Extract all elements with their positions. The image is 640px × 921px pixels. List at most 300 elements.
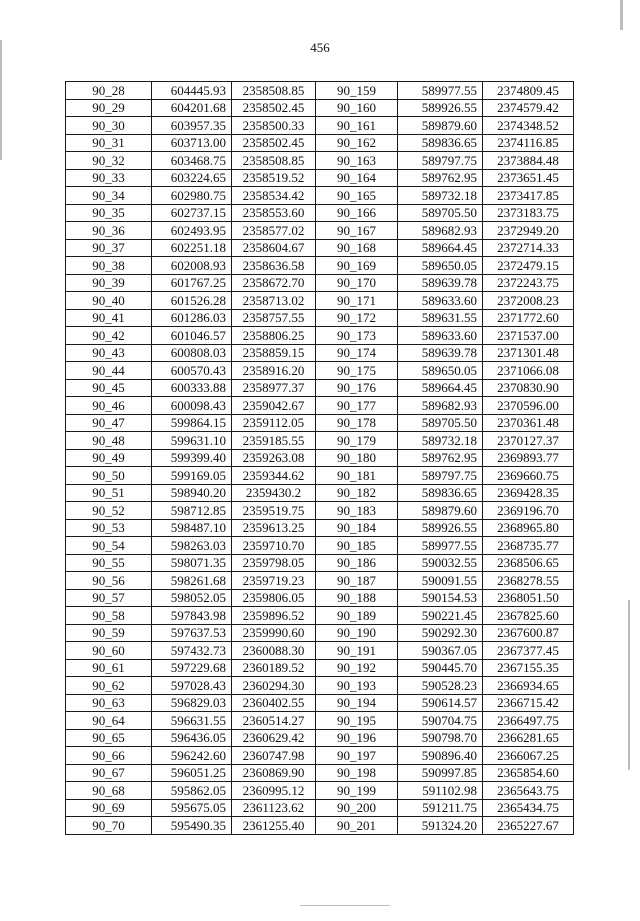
- point-id-left-cell: 90_69: [66, 799, 152, 817]
- point-id-right-cell: 90_170: [316, 274, 398, 292]
- point-id-right-cell: 90_190: [316, 624, 398, 642]
- y-left-cell: 2361255.40: [232, 817, 316, 835]
- point-id-right-cell: 90_174: [316, 344, 398, 362]
- point-id-right-cell: 90_173: [316, 327, 398, 345]
- y-right-cell: 2371066.08: [483, 362, 574, 380]
- point-id-left-cell: 90_44: [66, 362, 152, 380]
- table-row: [66, 99, 574, 117]
- y-left-cell: 2359719.23: [232, 572, 316, 590]
- y-right-cell: 2366715.42: [483, 694, 574, 712]
- table-row: [66, 134, 574, 152]
- point-id-right-cell: 90_161: [316, 117, 398, 135]
- y-right-cell: 2368278.55: [483, 572, 574, 590]
- x-right-cell: 589797.75: [398, 152, 483, 170]
- y-right-cell: 2367155.35: [483, 659, 574, 677]
- y-left-cell: 2359519.75: [232, 502, 316, 520]
- y-left-cell: 2360294.30: [232, 677, 316, 695]
- point-id-right-cell: 90_199: [316, 782, 398, 800]
- x-left-cell: 598052.05: [152, 589, 232, 607]
- point-id-left-cell: 90_66: [66, 747, 152, 765]
- x-right-cell: 591102.98: [398, 782, 483, 800]
- x-right-cell: 590896.40: [398, 747, 483, 765]
- x-left-cell: 598071.35: [152, 554, 232, 572]
- x-right-cell: 589682.93: [398, 222, 483, 240]
- point-id-right-cell: 90_166: [316, 204, 398, 222]
- y-left-cell: 2359112.05: [232, 414, 316, 432]
- y-left-cell: 2359263.08: [232, 449, 316, 467]
- x-left-cell: 604445.93: [152, 82, 232, 100]
- x-left-cell: 595490.35: [152, 817, 232, 835]
- table-row: [66, 589, 574, 607]
- table-row: [66, 414, 574, 432]
- y-left-cell: 2359430.2: [232, 484, 316, 502]
- x-right-cell: 590221.45: [398, 607, 483, 625]
- x-right-cell: 591211.75: [398, 799, 483, 817]
- y-right-cell: 2368965.80: [483, 519, 574, 537]
- x-left-cell: 598263.03: [152, 537, 232, 555]
- y-right-cell: 2370830.90: [483, 379, 574, 397]
- x-left-cell: 600098.43: [152, 397, 232, 415]
- y-left-cell: 2359710.70: [232, 537, 316, 555]
- y-right-cell: 2369893.77: [483, 449, 574, 467]
- point-id-right-cell: 90_177: [316, 397, 398, 415]
- point-id-left-cell: 90_65: [66, 729, 152, 747]
- point-id-right-cell: 90_160: [316, 99, 398, 117]
- table-row: [66, 537, 574, 555]
- table-row: [66, 607, 574, 625]
- y-right-cell: 2370596.00: [483, 397, 574, 415]
- x-right-cell: 590528.23: [398, 677, 483, 695]
- table-row: [66, 502, 574, 520]
- point-id-right-cell: 90_167: [316, 222, 398, 240]
- x-right-cell: 590445.70: [398, 659, 483, 677]
- table-row: [66, 379, 574, 397]
- point-id-left-cell: 90_47: [66, 414, 152, 432]
- table-row: [66, 274, 574, 292]
- x-left-cell: 597229.68: [152, 659, 232, 677]
- x-left-cell: 596051.25: [152, 764, 232, 782]
- point-id-left-cell: 90_33: [66, 169, 152, 187]
- y-right-cell: 2371772.60: [483, 309, 574, 327]
- table-row: [66, 327, 574, 345]
- table-row: [66, 572, 574, 590]
- y-right-cell: 2374809.45: [483, 82, 574, 100]
- y-right-cell: 2371537.00: [483, 327, 574, 345]
- y-left-cell: 2358577.02: [232, 222, 316, 240]
- point-id-right-cell: 90_183: [316, 502, 398, 520]
- y-left-cell: 2360629.42: [232, 729, 316, 747]
- table-row: [66, 239, 574, 257]
- point-id-right-cell: 90_192: [316, 659, 398, 677]
- table-row: [66, 362, 574, 380]
- y-left-cell: 2359185.55: [232, 432, 316, 450]
- x-left-cell: 596242.60: [152, 747, 232, 765]
- point-id-left-cell: 90_63: [66, 694, 152, 712]
- y-right-cell: 2367600.87: [483, 624, 574, 642]
- x-right-cell: 589797.75: [398, 467, 483, 485]
- x-left-cell: 598261.68: [152, 572, 232, 590]
- point-id-right-cell: 90_194: [316, 694, 398, 712]
- point-id-right-cell: 90_189: [316, 607, 398, 625]
- point-id-right-cell: 90_168: [316, 239, 398, 257]
- y-right-cell: 2368506.65: [483, 554, 574, 572]
- point-id-left-cell: 90_41: [66, 309, 152, 327]
- x-right-cell: 589664.45: [398, 239, 483, 257]
- x-left-cell: 601526.28: [152, 292, 232, 310]
- table-row: [66, 694, 574, 712]
- table-row: [66, 484, 574, 502]
- scan-mark: [300, 905, 390, 906]
- y-left-cell: 2358508.85: [232, 82, 316, 100]
- point-id-left-cell: 90_54: [66, 537, 152, 555]
- y-left-cell: 2358519.52: [232, 169, 316, 187]
- table-row: [66, 642, 574, 660]
- y-left-cell: 2358534.42: [232, 187, 316, 205]
- x-right-cell: 589631.55: [398, 309, 483, 327]
- point-id-right-cell: 90_162: [316, 134, 398, 152]
- x-left-cell: 598940.20: [152, 484, 232, 502]
- point-id-left-cell: 90_45: [66, 379, 152, 397]
- y-left-cell: 2361123.62: [232, 799, 316, 817]
- table-row: [66, 169, 574, 187]
- table-row: [66, 432, 574, 450]
- y-right-cell: 2369428.35: [483, 484, 574, 502]
- table-row: [66, 799, 574, 817]
- point-id-left-cell: 90_42: [66, 327, 152, 345]
- y-left-cell: 2359613.25: [232, 519, 316, 537]
- y-left-cell: 2358977.37: [232, 379, 316, 397]
- y-left-cell: 2359798.05: [232, 554, 316, 572]
- x-left-cell: 602251.18: [152, 239, 232, 257]
- point-id-left-cell: 90_49: [66, 449, 152, 467]
- table-row: [66, 747, 574, 765]
- point-id-left-cell: 90_31: [66, 134, 152, 152]
- x-right-cell: 589836.65: [398, 484, 483, 502]
- table-row: [66, 712, 574, 730]
- point-id-left-cell: 90_40: [66, 292, 152, 310]
- y-right-cell: 2365434.75: [483, 799, 574, 817]
- x-left-cell: 603957.35: [152, 117, 232, 135]
- x-right-cell: 589762.95: [398, 169, 483, 187]
- point-id-left-cell: 90_52: [66, 502, 152, 520]
- x-right-cell: 589650.05: [398, 257, 483, 275]
- x-left-cell: 596829.03: [152, 694, 232, 712]
- y-left-cell: 2359042.67: [232, 397, 316, 415]
- point-id-left-cell: 90_55: [66, 554, 152, 572]
- point-id-right-cell: 90_184: [316, 519, 398, 537]
- x-right-cell: 589639.78: [398, 274, 483, 292]
- y-left-cell: 2360514.27: [232, 712, 316, 730]
- point-id-right-cell: 90_201: [316, 817, 398, 835]
- point-id-right-cell: 90_196: [316, 729, 398, 747]
- point-id-left-cell: 90_34: [66, 187, 152, 205]
- point-id-left-cell: 90_30: [66, 117, 152, 135]
- point-id-left-cell: 90_39: [66, 274, 152, 292]
- point-id-left-cell: 90_59: [66, 624, 152, 642]
- table-row: [66, 204, 574, 222]
- table-row: [66, 309, 574, 327]
- x-left-cell: 599631.10: [152, 432, 232, 450]
- y-left-cell: 2358500.33: [232, 117, 316, 135]
- y-left-cell: 2358757.55: [232, 309, 316, 327]
- table-row: [66, 677, 574, 695]
- x-right-cell: 589633.60: [398, 292, 483, 310]
- y-right-cell: 2369660.75: [483, 467, 574, 485]
- table-row: [66, 519, 574, 537]
- point-id-left-cell: 90_29: [66, 99, 152, 117]
- x-right-cell: 589879.60: [398, 502, 483, 520]
- y-left-cell: 2358553.60: [232, 204, 316, 222]
- point-id-right-cell: 90_188: [316, 589, 398, 607]
- point-id-left-cell: 90_48: [66, 432, 152, 450]
- point-id-right-cell: 90_175: [316, 362, 398, 380]
- x-left-cell: 601767.25: [152, 274, 232, 292]
- point-id-right-cell: 90_179: [316, 432, 398, 450]
- table-row: [66, 82, 574, 100]
- table-row: [66, 257, 574, 275]
- y-right-cell: 2372008.23: [483, 292, 574, 310]
- x-left-cell: 596436.05: [152, 729, 232, 747]
- y-left-cell: 2360088.30: [232, 642, 316, 660]
- y-left-cell: 2358604.67: [232, 239, 316, 257]
- x-left-cell: 596631.55: [152, 712, 232, 730]
- point-id-left-cell: 90_37: [66, 239, 152, 257]
- y-left-cell: 2358508.85: [232, 152, 316, 170]
- point-id-right-cell: 90_181: [316, 467, 398, 485]
- x-left-cell: 600808.03: [152, 344, 232, 362]
- y-right-cell: 2366067.25: [483, 747, 574, 765]
- table-row: [66, 397, 574, 415]
- x-right-cell: 589762.95: [398, 449, 483, 467]
- y-right-cell: 2366281.65: [483, 729, 574, 747]
- point-id-right-cell: 90_172: [316, 309, 398, 327]
- x-left-cell: 603713.00: [152, 134, 232, 152]
- x-left-cell: 599864.15: [152, 414, 232, 432]
- y-right-cell: 2365854.60: [483, 764, 574, 782]
- y-right-cell: 2366497.75: [483, 712, 574, 730]
- point-id-right-cell: 90_159: [316, 82, 398, 100]
- x-left-cell: 601046.57: [152, 327, 232, 345]
- page-number: 456: [310, 40, 330, 55]
- y-left-cell: 2360747.98: [232, 747, 316, 765]
- point-id-left-cell: 90_38: [66, 257, 152, 275]
- point-id-left-cell: 90_51: [66, 484, 152, 502]
- x-right-cell: 589977.55: [398, 537, 483, 555]
- point-id-left-cell: 90_68: [66, 782, 152, 800]
- x-left-cell: 600570.43: [152, 362, 232, 380]
- y-left-cell: 2358713.02: [232, 292, 316, 310]
- point-id-left-cell: 90_32: [66, 152, 152, 170]
- y-right-cell: 2373884.48: [483, 152, 574, 170]
- x-left-cell: 595862.05: [152, 782, 232, 800]
- x-right-cell: 589664.45: [398, 379, 483, 397]
- y-right-cell: 2373417.85: [483, 187, 574, 205]
- y-left-cell: 2360402.55: [232, 694, 316, 712]
- y-right-cell: 2367825.60: [483, 607, 574, 625]
- table-row: [66, 817, 574, 835]
- y-right-cell: 2369196.70: [483, 502, 574, 520]
- point-id-right-cell: 90_198: [316, 764, 398, 782]
- point-id-left-cell: 90_28: [66, 82, 152, 100]
- y-right-cell: 2370127.37: [483, 432, 574, 450]
- y-right-cell: 2371301.48: [483, 344, 574, 362]
- x-right-cell: 589732.18: [398, 432, 483, 450]
- y-right-cell: 2367377.45: [483, 642, 574, 660]
- point-id-left-cell: 90_70: [66, 817, 152, 835]
- y-left-cell: 2358916.20: [232, 362, 316, 380]
- y-right-cell: 2372243.75: [483, 274, 574, 292]
- x-left-cell: 602980.75: [152, 187, 232, 205]
- x-left-cell: 598487.10: [152, 519, 232, 537]
- x-right-cell: 589732.18: [398, 187, 483, 205]
- y-left-cell: 2358502.45: [232, 99, 316, 117]
- y-right-cell: 2373651.45: [483, 169, 574, 187]
- x-left-cell: 602493.95: [152, 222, 232, 240]
- x-right-cell: 590997.85: [398, 764, 483, 782]
- table-row: [66, 152, 574, 170]
- point-id-right-cell: 90_178: [316, 414, 398, 432]
- point-id-right-cell: 90_182: [316, 484, 398, 502]
- table-row: [66, 344, 574, 362]
- y-right-cell: 2368051.50: [483, 589, 574, 607]
- scan-mark: [0, 40, 2, 160]
- point-id-left-cell: 90_57: [66, 589, 152, 607]
- table-row: [66, 117, 574, 135]
- x-right-cell: 591324.20: [398, 817, 483, 835]
- x-right-cell: 590367.05: [398, 642, 483, 660]
- scan-mark: [620, 0, 623, 30]
- point-id-right-cell: 90_200: [316, 799, 398, 817]
- point-id-left-cell: 90_62: [66, 677, 152, 695]
- point-id-left-cell: 90_56: [66, 572, 152, 590]
- y-right-cell: 2368735.77: [483, 537, 574, 555]
- scan-mark: [628, 600, 630, 770]
- x-right-cell: 590292.30: [398, 624, 483, 642]
- x-right-cell: 589650.05: [398, 362, 483, 380]
- x-left-cell: 598712.85: [152, 502, 232, 520]
- x-left-cell: 603224.65: [152, 169, 232, 187]
- x-left-cell: 602008.93: [152, 257, 232, 275]
- y-right-cell: 2366934.65: [483, 677, 574, 695]
- x-left-cell: 602737.15: [152, 204, 232, 222]
- y-left-cell: 2358502.45: [232, 134, 316, 152]
- y-right-cell: 2370361.48: [483, 414, 574, 432]
- y-left-cell: 2358672.70: [232, 274, 316, 292]
- y-left-cell: 2359806.05: [232, 589, 316, 607]
- table-row: [66, 292, 574, 310]
- y-right-cell: 2365227.67: [483, 817, 574, 835]
- x-right-cell: 590798.70: [398, 729, 483, 747]
- point-id-right-cell: 90_187: [316, 572, 398, 590]
- x-left-cell: 597637.53: [152, 624, 232, 642]
- y-left-cell: 2358806.25: [232, 327, 316, 345]
- point-id-right-cell: 90_197: [316, 747, 398, 765]
- y-right-cell: 2373183.75: [483, 204, 574, 222]
- x-right-cell: 590154.53: [398, 589, 483, 607]
- y-right-cell: 2372949.20: [483, 222, 574, 240]
- x-left-cell: 597028.43: [152, 677, 232, 695]
- table-row: [66, 222, 574, 240]
- y-right-cell: 2372714.33: [483, 239, 574, 257]
- x-left-cell: 603468.75: [152, 152, 232, 170]
- table-row: [66, 659, 574, 677]
- x-left-cell: 600333.88: [152, 379, 232, 397]
- y-left-cell: 2359990.60: [232, 624, 316, 642]
- x-right-cell: 590614.57: [398, 694, 483, 712]
- table-row: [66, 187, 574, 205]
- point-id-left-cell: 90_35: [66, 204, 152, 222]
- x-left-cell: 599399.40: [152, 449, 232, 467]
- point-id-right-cell: 90_185: [316, 537, 398, 555]
- point-id-right-cell: 90_186: [316, 554, 398, 572]
- point-id-right-cell: 90_169: [316, 257, 398, 275]
- y-right-cell: 2372479.15: [483, 257, 574, 275]
- x-right-cell: 589639.78: [398, 344, 483, 362]
- y-left-cell: 2358636.58: [232, 257, 316, 275]
- point-id-left-cell: 90_58: [66, 607, 152, 625]
- y-left-cell: 2359896.52: [232, 607, 316, 625]
- x-right-cell: 589705.50: [398, 414, 483, 432]
- point-id-right-cell: 90_163: [316, 152, 398, 170]
- x-left-cell: 601286.03: [152, 309, 232, 327]
- point-id-right-cell: 90_191: [316, 642, 398, 660]
- x-right-cell: 590091.55: [398, 572, 483, 590]
- point-id-left-cell: 90_64: [66, 712, 152, 730]
- point-id-right-cell: 90_193: [316, 677, 398, 695]
- point-id-left-cell: 90_60: [66, 642, 152, 660]
- x-right-cell: 589926.55: [398, 519, 483, 537]
- x-right-cell: 590704.75: [398, 712, 483, 730]
- x-right-cell: 589926.55: [398, 99, 483, 117]
- table-row: [66, 624, 574, 642]
- point-id-left-cell: 90_46: [66, 397, 152, 415]
- y-left-cell: 2360869.90: [232, 764, 316, 782]
- table-row: [66, 467, 574, 485]
- point-id-right-cell: 90_180: [316, 449, 398, 467]
- point-id-left-cell: 90_61: [66, 659, 152, 677]
- x-right-cell: 589705.50: [398, 204, 483, 222]
- point-id-right-cell: 90_165: [316, 187, 398, 205]
- coordinates-table-body: [66, 82, 574, 835]
- x-right-cell: 589836.65: [398, 134, 483, 152]
- coordinates-table: [65, 81, 574, 835]
- point-id-right-cell: 90_164: [316, 169, 398, 187]
- point-id-left-cell: 90_36: [66, 222, 152, 240]
- x-left-cell: 595675.05: [152, 799, 232, 817]
- y-right-cell: 2365643.75: [483, 782, 574, 800]
- point-id-left-cell: 90_50: [66, 467, 152, 485]
- table-row: [66, 764, 574, 782]
- point-id-right-cell: 90_176: [316, 379, 398, 397]
- x-right-cell: 589977.55: [398, 82, 483, 100]
- y-left-cell: 2359344.62: [232, 467, 316, 485]
- x-right-cell: 589879.60: [398, 117, 483, 135]
- point-id-right-cell: 90_171: [316, 292, 398, 310]
- x-right-cell: 589682.93: [398, 397, 483, 415]
- table-row: [66, 782, 574, 800]
- table-row: [66, 729, 574, 747]
- x-right-cell: 589633.60: [398, 327, 483, 345]
- x-left-cell: 597843.98: [152, 607, 232, 625]
- point-id-left-cell: 90_43: [66, 344, 152, 362]
- table-row: [66, 449, 574, 467]
- point-id-left-cell: 90_53: [66, 519, 152, 537]
- x-left-cell: 599169.05: [152, 467, 232, 485]
- point-id-left-cell: 90_67: [66, 764, 152, 782]
- y-left-cell: 2360189.52: [232, 659, 316, 677]
- y-right-cell: 2374116.85: [483, 134, 574, 152]
- x-right-cell: 590032.55: [398, 554, 483, 572]
